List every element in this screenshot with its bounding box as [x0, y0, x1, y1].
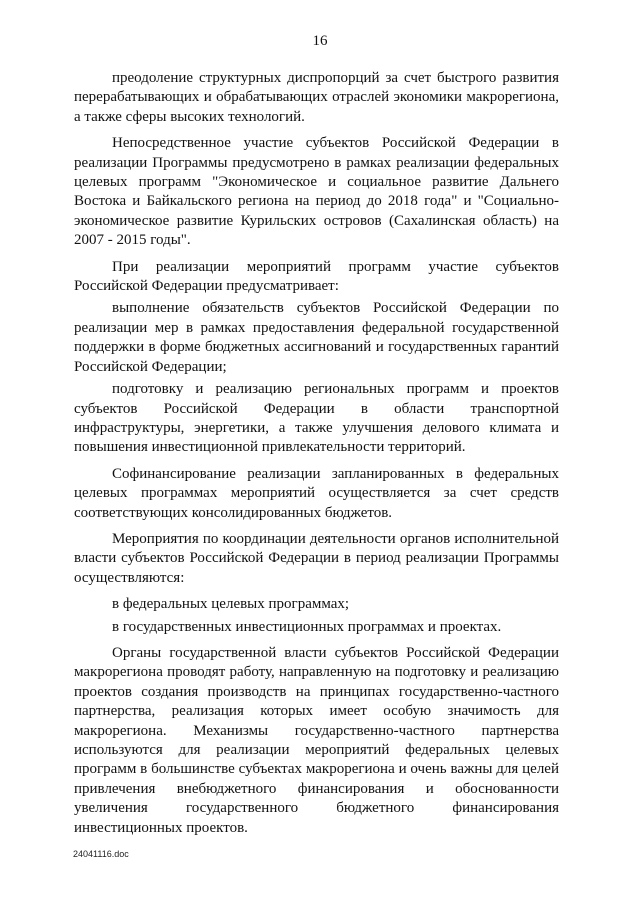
- paragraph-2: Непосредственное участие субъектов Российской Федерации в реализации Программы предусмотрено в рамках реализации федеральных целевых программ "Экономическое и социальное развитие Дальнего Востока и Байкальского региона на период до 2018 года" и "Социально-экономическое развитие Курильских островов (Сахалинская область) на 2007 - 2015 годы".: [74, 135, 559, 249]
- paragraph-6: Софинансирование реализации запланированных в федеральных целевых программах мероприятий осуществляется за счет средств соответствующих консолидированных бюджетов.: [74, 465, 559, 521]
- paragraph-7: Мероприятия по координации деятельности органов исполнительной власти субъектов Российской Федерации в период реализации Программы осуществляются:: [74, 530, 559, 586]
- paragraph-5: подготовку и реализацию региональных программ и проектов субъектов Российской Федерации в области транспортной инфраструктуры, энергетики, а также улучшения делового климата и повышения инвестиционной привлекательности территорий.: [74, 381, 559, 456]
- page-number: 16: [312, 33, 328, 49]
- paragraph-3: При реализации мероприятий программ участие субъектов Российской Федерации предусматривает:: [74, 258, 559, 295]
- paragraph-9: в государственных инвестиционных программах и проектах.: [112, 618, 502, 635]
- paragraph-4: выполнение обязательств субъектов Российской Федерации по реализации мер в рамках предоставления федеральной государственной поддержки в форме бюджетных ассигнований и государственных гарантий Российской Федерации;: [74, 300, 559, 375]
- paragraph-1: преодоление структурных диспропорций за счет быстрого развития перерабатывающих и обрабатывающих отраслей экономики макрорегиона, а также сферы высоких технологий.: [74, 70, 559, 125]
- paragraph-8: в федеральных целевых программах;: [112, 596, 350, 613]
- document-body: [74, 69, 559, 838]
- paragraph-10: Органы государственной власти субъектов Российской Федерации макрорегиона проводят работу, направленную на подготовку и реализацию проектов создания производств на принципах государственно-частного партнерства, реализация которых имеет особую значимость для макрорегиона. Механизмы государственно-частного партнерства используются для реализации мероприятий федеральных целевых программ в большинстве субъектах макрорегиона и очень важны для целей привлечения внебюджетного финансирования и обоснованности увеличения государственного бюджетного финансирования инвестиционных проектов.: [74, 644, 559, 836]
- footer-document-id: 24041116.doc: [73, 849, 129, 859]
